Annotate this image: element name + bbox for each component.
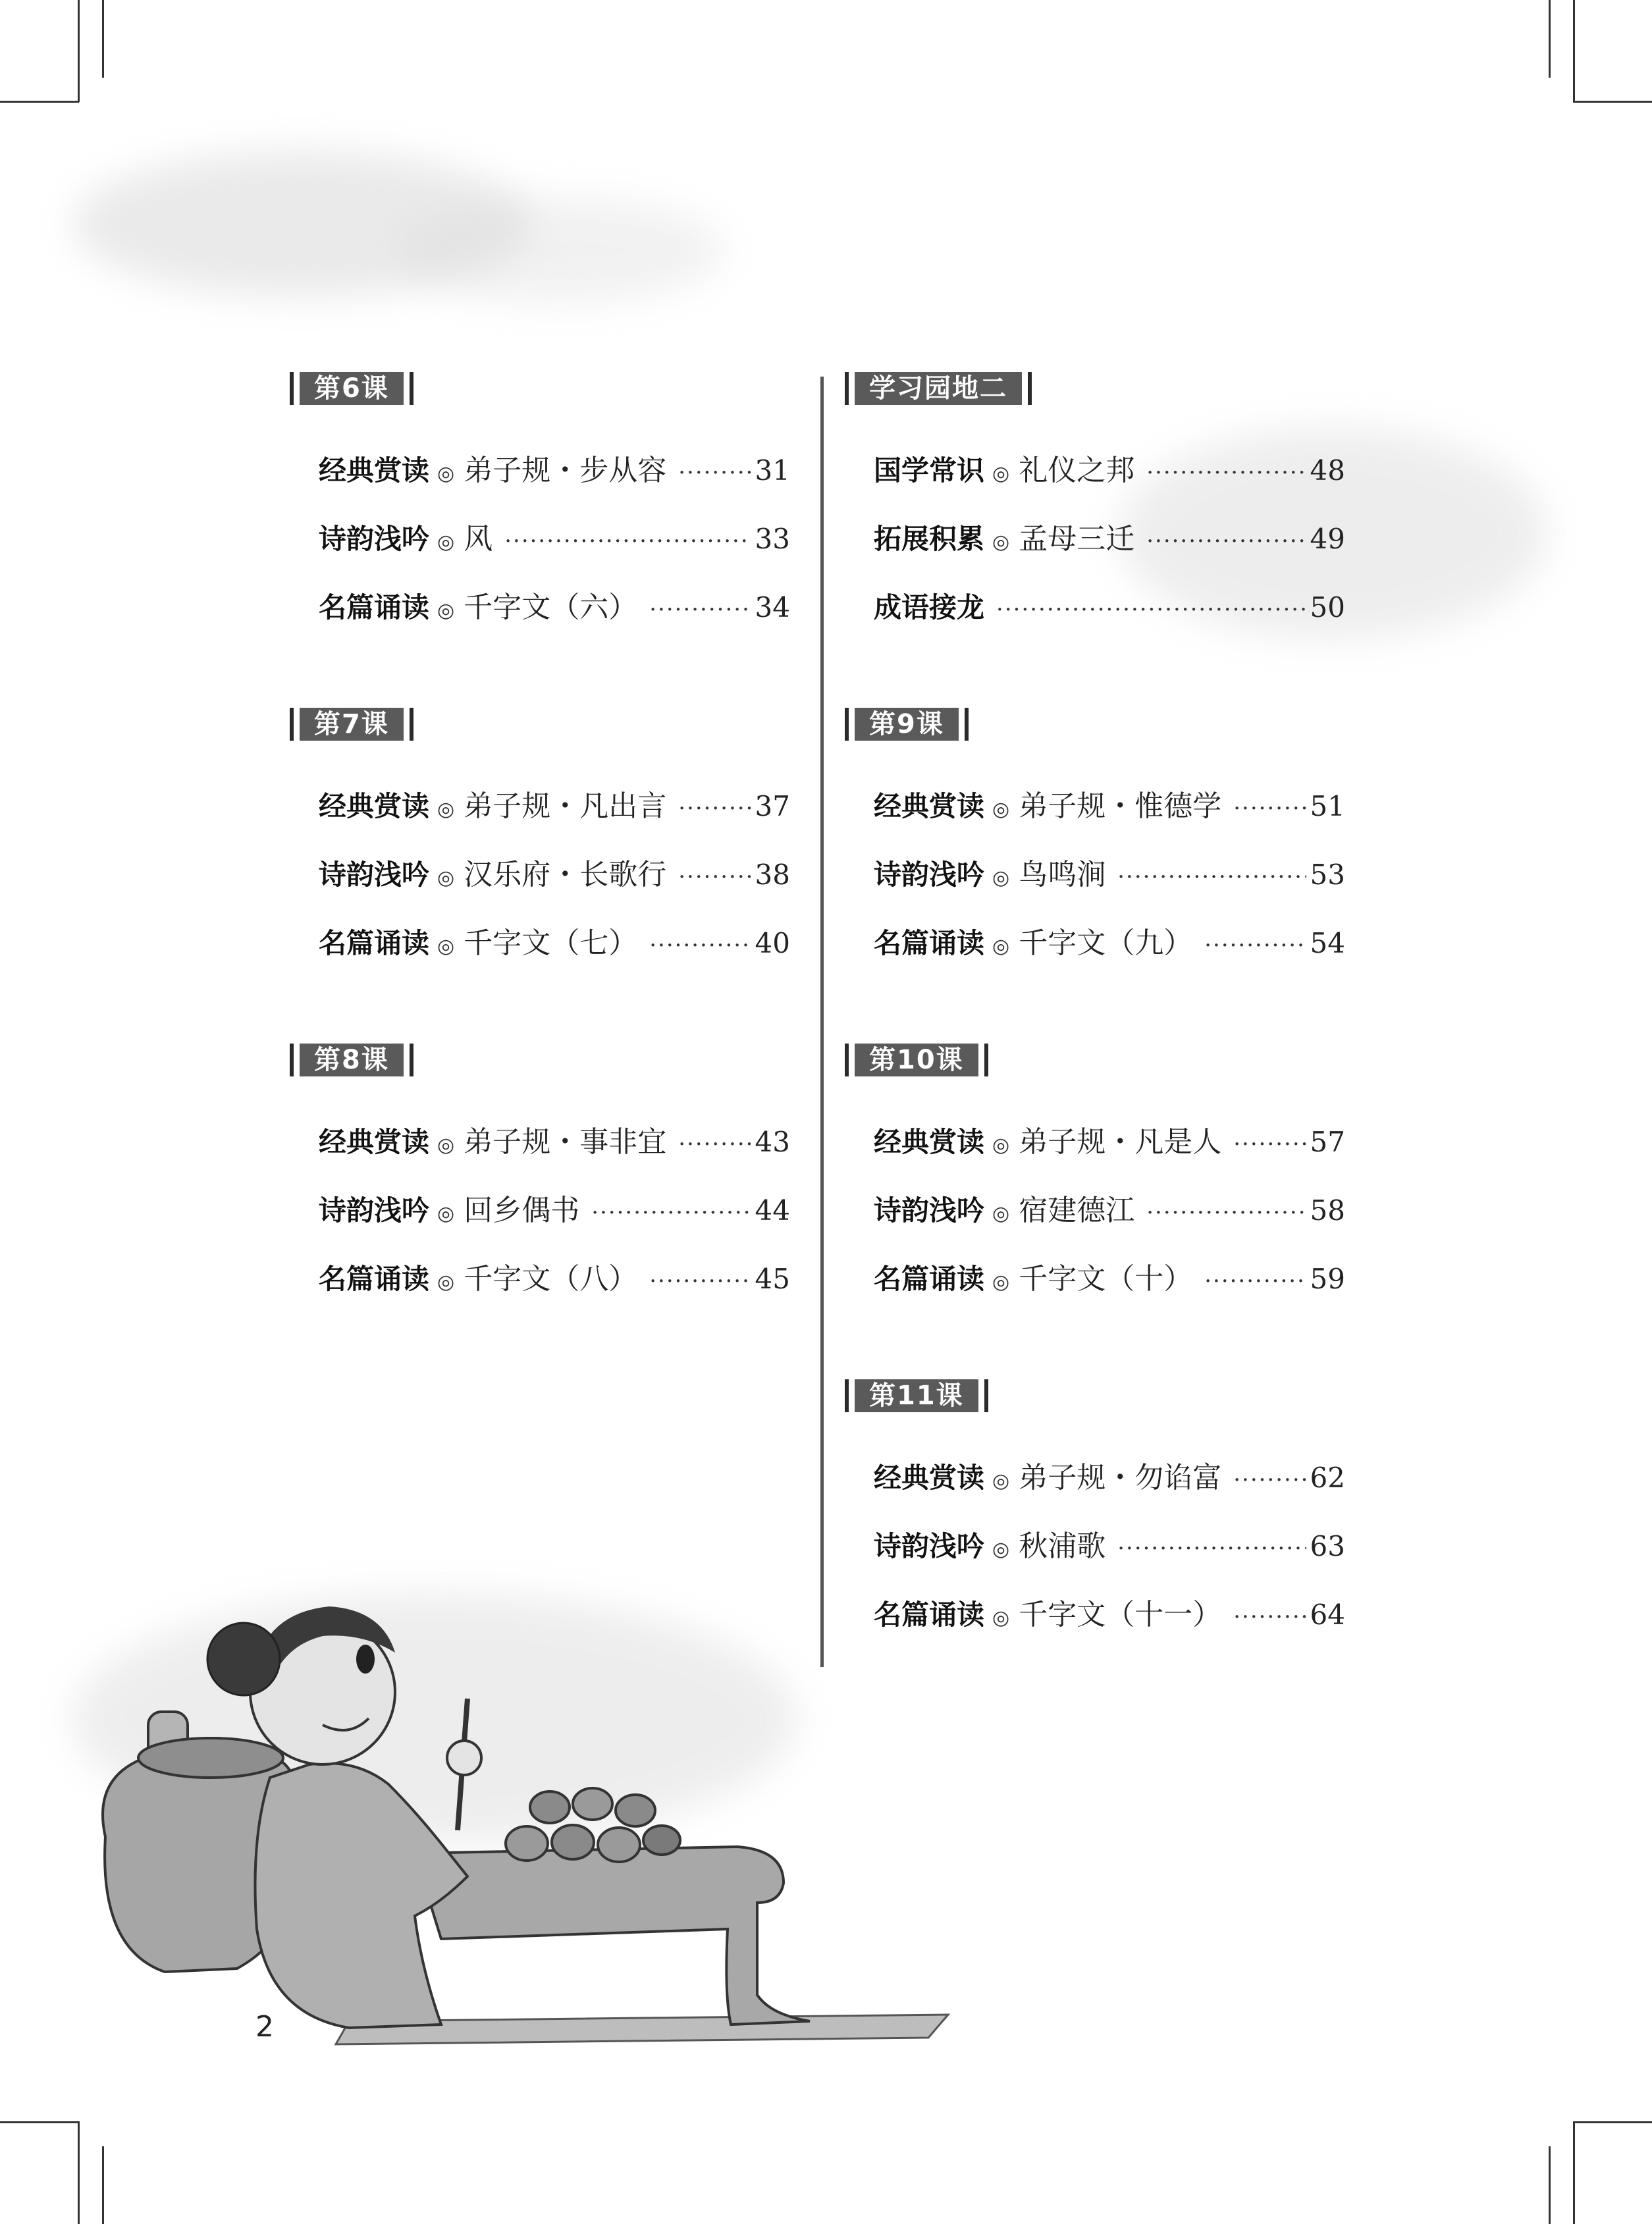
dot-leader [1204,1247,1306,1315]
entry-category: 拓展积累 [874,523,985,555]
entry-title: 弟子规・步从容 [464,454,667,487]
entry-page: 33 [755,523,790,555]
entry-category: 名篇诵读 [319,1263,430,1295]
section-heading [290,1044,790,1076]
entry-title: 秋浦歌 [1019,1529,1106,1563]
dot-leader [678,843,751,911]
entry-category: 名篇诵读 [874,1263,985,1295]
entry-page: 38 [755,859,790,891]
hair-bun [207,1623,280,1695]
dot-leader [678,1110,751,1178]
toc-right-column [845,372,1345,1715]
crop-mark-bottom-right-v2 [1549,2146,1551,2224]
entry-title: 宿建德江 [1019,1194,1135,1227]
heading-bar-icon [410,708,413,741]
heading-bar-icon [410,372,413,405]
double-circle-icon: ◎ [437,599,455,622]
entry-category: 经典赏读 [874,790,985,822]
crop-mark-bottom-left-h [0,2121,79,2123]
double-circle-icon: ◎ [992,798,1010,821]
entry-page: 43 [755,1126,790,1158]
section-heading [845,708,1345,741]
entry-page: 54 [1310,927,1345,959]
toc-entry[interactable] [845,437,1345,505]
heading-bar-icon [1028,372,1032,405]
toc-entry[interactable] [290,573,790,642]
dot-leader [1117,843,1306,911]
entry-category: 经典赏读 [319,790,430,822]
double-circle-icon: ◎ [992,866,1010,889]
heading-bar-icon [965,708,969,741]
heading-bar-icon [845,1379,849,1412]
child-robe [255,1763,468,2028]
entry-page: 31 [755,454,790,487]
entry-page: 64 [1310,1599,1345,1631]
entry-title: 礼仪之邦 [1019,454,1135,487]
heading-bar-icon [845,708,849,741]
double-circle-icon: ◎ [992,1538,1010,1561]
double-circle-icon: ◎ [992,935,1010,958]
dot-leader [1233,774,1306,843]
double-circle-icon: ◎ [992,1606,1010,1629]
dot-leader [1233,1583,1306,1651]
entry-category: 名篇诵读 [874,1599,985,1631]
entry-category: 国学常识 [874,454,985,487]
double-circle-icon: ◎ [437,1134,455,1157]
entry-category: 诗韵浅吟 [319,1194,430,1227]
section-lesson-10 [845,1044,1345,1313]
toc-entry[interactable] [290,437,790,505]
dot-leader [649,1247,751,1315]
dot-leader [1233,1110,1306,1178]
entry-title: 千字文（十一） [1019,1598,1222,1631]
crop-mark-bottom-left-v2 [102,2146,104,2224]
toc-entry[interactable] [845,909,1345,978]
toc-entry[interactable] [845,841,1345,909]
dot-leader [649,575,751,644]
double-circle-icon: ◎ [992,1134,1010,1157]
entry-category: 诗韵浅吟 [874,1530,985,1562]
double-circle-icon: ◎ [437,1271,455,1294]
toc-left-column [290,372,790,1379]
heading-label: 第9课 [855,708,959,741]
entry-title: 千字文（八） [464,1262,638,1296]
toc-entry[interactable] [845,1444,1345,1512]
toc-entry[interactable] [290,1108,790,1177]
double-circle-icon: ◎ [437,935,455,958]
crop-mark-top-right-v2 [1549,0,1551,78]
entry-title: 千字文（十） [1019,1262,1193,1296]
mist-top-center [395,198,724,303]
double-circle-icon: ◎ [437,531,455,554]
entry-title: 弟子规・凡是人 [1019,1125,1222,1159]
entry-category: 经典赏读 [874,1126,985,1158]
entry-category: 名篇诵读 [319,591,430,623]
double-circle-icon: ◎ [992,1271,1010,1294]
crop-mark-top-right-h [1573,101,1652,103]
entry-page: 51 [1310,790,1345,822]
heading-label: 第7课 [300,708,404,741]
entry-title: 千字文（九） [1019,926,1193,960]
crop-mark-top-left-v2 [102,0,104,78]
entry-page: 49 [1310,523,1345,555]
double-circle-icon: ◎ [437,798,455,821]
entry-category: 诗韵浅吟 [319,859,430,891]
entry-page: 44 [755,1194,790,1227]
toc-entry[interactable] [290,1177,790,1245]
dot-leader [1146,1178,1306,1247]
heading-bar-icon [845,1044,849,1076]
entry-page: 59 [1310,1263,1345,1295]
heading-bar-icon [845,372,849,405]
section-lesson-8 [290,1044,790,1313]
double-circle-icon: ◎ [992,1202,1010,1225]
toc-entry[interactable] [845,505,1345,573]
entry-page: 53 [1310,859,1345,891]
section-lesson-7 [290,708,790,978]
toc-entry[interactable] [290,772,790,841]
entry-page: 37 [755,790,790,822]
dot-leader [1233,1446,1306,1514]
entry-page: 58 [1310,1194,1345,1227]
toc-entry[interactable] [290,1245,790,1313]
section-heading [845,372,1345,405]
entry-title: 风 [464,522,493,556]
low-table [415,1847,810,2025]
dot-leader [649,911,751,980]
entry-title: 汉乐府・长歌行 [464,858,667,891]
entry-title: 弟子规・凡出言 [464,789,667,823]
section-lesson-6 [290,372,790,642]
dot-leader [504,507,751,575]
dot-leader [678,774,751,843]
entry-title: 回乡偶书 [464,1194,580,1227]
dot-leader [1204,911,1306,980]
crop-mark-bottom-right-v [1573,2121,1575,2224]
double-circle-icon: ◎ [992,531,1010,554]
heading-bar-icon [984,1379,988,1412]
entry-page: 62 [1310,1462,1345,1494]
entry-title: 千字文（七） [464,926,638,960]
crop-mark-top-left-h [0,101,79,103]
entry-page: 40 [755,927,790,959]
dot-leader [1146,438,1306,507]
page-number: 2 [255,2010,274,2044]
crop-mark-bottom-left-v [78,2121,80,2224]
entry-title: 弟子规・事非宜 [464,1125,667,1159]
section-lesson-9 [845,708,1345,978]
entry-category: 诗韵浅吟 [319,523,430,555]
entry-category: 经典赏读 [874,1462,985,1494]
crop-mark-top-left-v [78,0,80,102]
toc-entry[interactable] [845,573,1345,642]
entry-category: 经典赏读 [319,454,430,487]
toc-entry[interactable] [290,909,790,978]
toc-entry[interactable] [845,1245,1345,1313]
entry-category: 成语接龙 [874,591,985,623]
heading-label: 学习园地二 [855,372,1022,405]
toc-entry[interactable] [845,772,1345,841]
entry-page: 50 [1310,591,1345,623]
double-circle-icon: ◎ [437,1202,455,1225]
section-heading [845,1379,1345,1412]
heading-label: 第6课 [300,372,404,405]
dot-leader [591,1178,751,1247]
section-heading [845,1044,1345,1076]
entry-page: 34 [755,591,790,623]
entry-page: 48 [1310,454,1345,487]
heading-bar-icon [290,708,294,741]
child-scholar-illustration [72,1560,955,2048]
crop-mark-bottom-right-h [1573,2121,1652,2123]
child-eye [356,1645,375,1674]
entry-category: 名篇诵读 [874,927,985,959]
double-circle-icon: ◎ [992,462,1010,485]
toc-entry[interactable] [845,1177,1345,1245]
crop-mark-top-right-v [1573,0,1575,102]
double-circle-icon: ◎ [437,462,455,485]
entry-title: 孟母三迁 [1019,522,1135,556]
heading-bar-icon [290,372,294,405]
entry-category: 经典赏读 [319,1126,430,1158]
entry-title: 鸟鸣涧 [1019,858,1106,891]
child-hand [447,1741,481,1775]
entry-category: 诗韵浅吟 [874,1194,985,1227]
double-circle-icon: ◎ [992,1469,1010,1493]
heading-bar-icon [290,1044,294,1076]
column-divider [820,377,824,1667]
dot-leader [1146,507,1306,575]
heading-label: 第8课 [300,1044,404,1076]
section-heading [290,708,790,741]
entry-title: 千字文（六） [464,591,638,624]
entry-page: 63 [1310,1530,1345,1562]
entry-page: 45 [755,1263,790,1295]
section-heading [290,372,790,405]
toc-entry[interactable] [290,841,790,909]
dot-leader [1117,1514,1306,1583]
entry-category: 诗韵浅吟 [874,859,985,891]
heading-bar-icon [984,1044,988,1076]
toc-entry[interactable] [845,1108,1345,1177]
entry-title: 弟子规・勿谄富 [1019,1461,1222,1495]
double-circle-icon: ◎ [437,866,455,889]
section-study-garden-2 [845,372,1345,642]
entry-page: 57 [1310,1126,1345,1158]
dot-leader [996,575,1306,644]
heading-label: 第11课 [855,1379,978,1412]
toc-entry[interactable] [290,505,790,573]
heading-label: 第10课 [855,1044,978,1076]
heading-bar-icon [410,1044,413,1076]
dot-leader [678,438,751,507]
entry-title: 弟子规・惟德学 [1019,789,1222,823]
entry-category: 名篇诵读 [319,927,430,959]
